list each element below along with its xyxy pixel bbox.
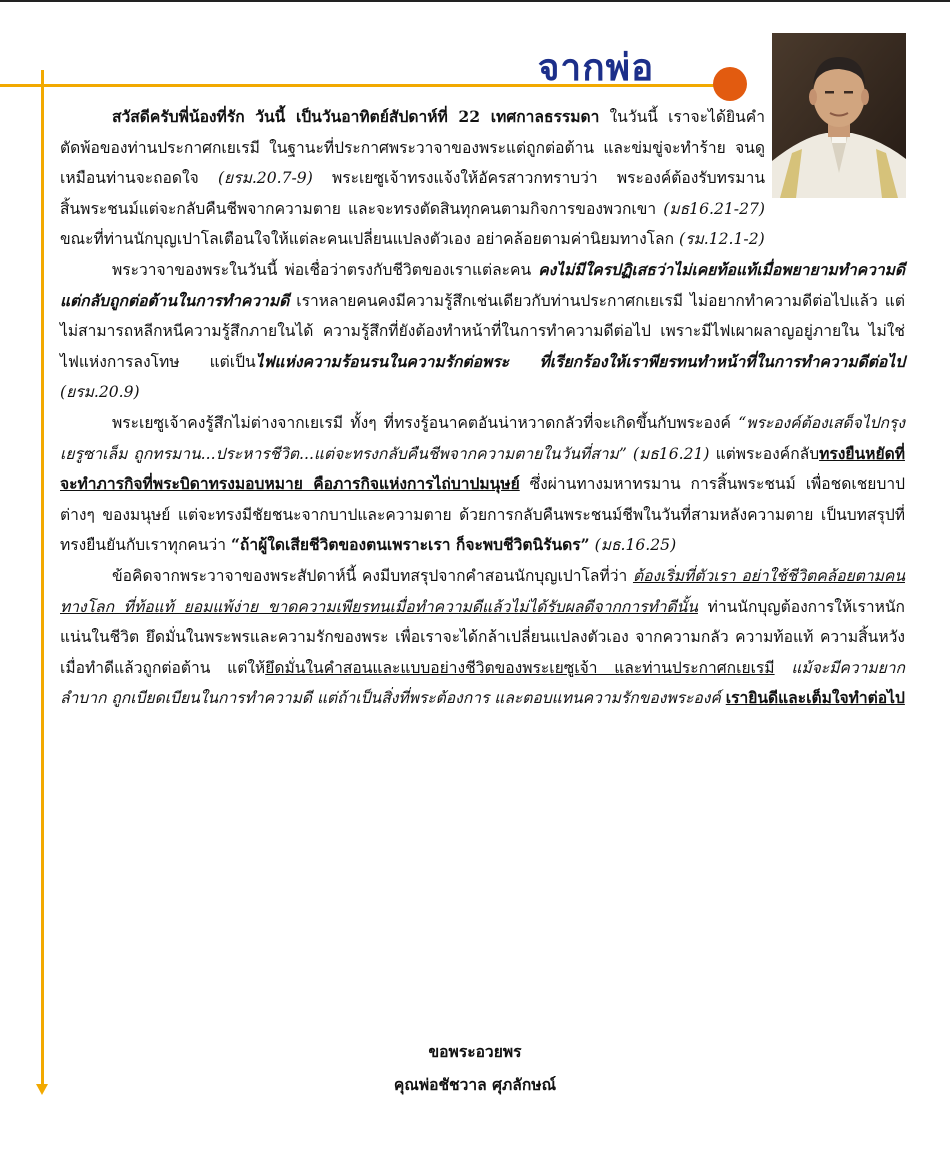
paragraph-4: ข้อคิดจากพระวาจาของพระสัปดาห์นี้ คงมีบทสรุปจากคำสอนนักบุญเปาโลที่ว่า ต้องเริ่มที่ตัวเรา อย่าใช้ชีวิตคล้อยตามคนทางโลก ที่ท้อแท้ ยอมแพ้ง่าย ขาดความเพียรทนเมื่อทำความดีแล้วไม่ได้รับผลดีจากการทำดีนั้น ท่านนักบุญต้องการให้เราหนักแน่นในชีวิต ยึดมั่นในพระพรและความรักของพระ เพื่อเราจะได้กล้าเปลี่ยนแปลงตัวเอง จากความกลัว ความท้อแท้ ความสิ้นหวังเมื่อทำดีแล้วถูกต่อต้าน แต่ให้ยึดมั่นในคำสอนและแบบอย่างชีวิตของพระเยซูเจ้า และท่านประกาศกเยเรมี แม้จะมีความยากลำบาก ถูกเบียดเบียนในการทำความดี แต่ถ้าเป็นสิ่งที่พระต้องการ และตอบแทนความรักของพระองค์ เรายินดีและเต็มใจทำต่อไป [60,566,905,708]
paragraph-3: พระเยซูเจ้าคงรู้สึกไม่ต่างจากเยเรมี ทั้งๆ ที่ทรงรู้อนาคตอันน่าหวาดกลัวที่จะเกิดขึ้นกับพระองค์ “พระองค์ต้องเสด็จไปกรุงเยรูซาเล็ม ถูกทรมาน...ประหารชีวิต...แต่จะทรงกลับคืนชีพจากความตายในวันที่สาม” (มธ16.21) แต่พระองค์กลับทรงยืนหยัดที่จะทำภารกิจที่พระบิดาทรงมอบหมาย คือภารกิจแห่งการไถ่บาปมนุษย์ ซึ่งผ่านทางมหาทรมาน การสิ้นพระชนม์ เพื่อชดเชยบาปต่างๆ ของมนุษย์ แต่จะทรงมีชัยชนะจากบาปและความตาย ด้วยการกลับคืนพระชนม์ชีพในวันที่สามหลังความตาย เป็นบทสรุปที่ทรงยืนยันกับเราทุกคนว่า “ถ้าผู้ใดเสียชีวิตของตนเพราะเรา ก็จะพบชีวิตนิรันดร” (มธ.16.25) [60,413,905,555]
signature-name: คุณพ่อชัชวาล ศุภลักษณ์ [393,1075,557,1094]
top-border [0,0,950,2]
arrow-down-icon [36,1084,48,1095]
closing-blessing: ขอพระอวยพร [428,1042,522,1061]
paragraph-1: สวัสดีครับพี่น้องที่รัก วันนี้ เป็นวันอาทิตย์สัปดาห์ที่ 22 เทศกาลธรรมดา ในวันนี้ เราจะได้ยินคำตัดพ้อของท่านประกาศกเยเรมี ในฐานะที่ประกาศพระวาจาของพระแต่ถูกต่อต้าน และข่มขู่จะทำร้าย จนดูเหมือนท่านจะถอดใจ (ยรม.20.7-9) พระเยซูเจ้าทรงแจ้งให้อัครสาวกทราบว่า พระองค์ต้องรับทรมาน สิ้นพระชนม์แต่จะกลับคืนชีพจากความตาย และจะทรงตัดสินทุกคนตามกิจการของพวกเขา (มธ16.21-27) ขณะที่ท่านนักบุญเปาโลเตือนใจให้แต่ละคนเปลี่ยนแปลงตัวเอง อย่าคล้อยตามค่านิยมทางโลก (รม.12.1-2) [60,107,766,249]
orange-vertical-rule [41,70,44,1086]
page-title: จากพ่อ [537,45,655,89]
orange-dot-ornament [713,67,747,101]
signature-block [300,1035,650,1101]
letter-body [60,102,905,714]
paragraph-2: พระวาจาของพระในวันนี้ พ่อเชื่อว่าตรงกับชีวิตของเราแต่ละคน คงไม่มีใครปฏิเสธว่าไม่เคยท้อแท้เมื่อพยายามทำความดี แต่กลับถูกต่อต้านในการทำความดี เราหลายคนคงมีความรู้สึกเช่นเดียวกับท่านประกาศกเยเรมี ไม่อยากทำความดีต่อไปแล้ว แต่ไม่สามารถหลีกหนีความรู้สึกภายในได้ ความรู้สึกที่ยังต้องทำหน้าที่ในการทำความดีต่อไป เพราะมีไฟเผาผลาญอยู่ภายใน ไม่ใช่ไฟแห่งการลงโทษ แต่เป็นไฟแห่งความร้อนรนในความรักต่อพระ ที่เรียกร้องให้เราพียรทนทำหน้าที่ในการทำความดีต่อไป (ยรม.20.9) [60,259,906,402]
